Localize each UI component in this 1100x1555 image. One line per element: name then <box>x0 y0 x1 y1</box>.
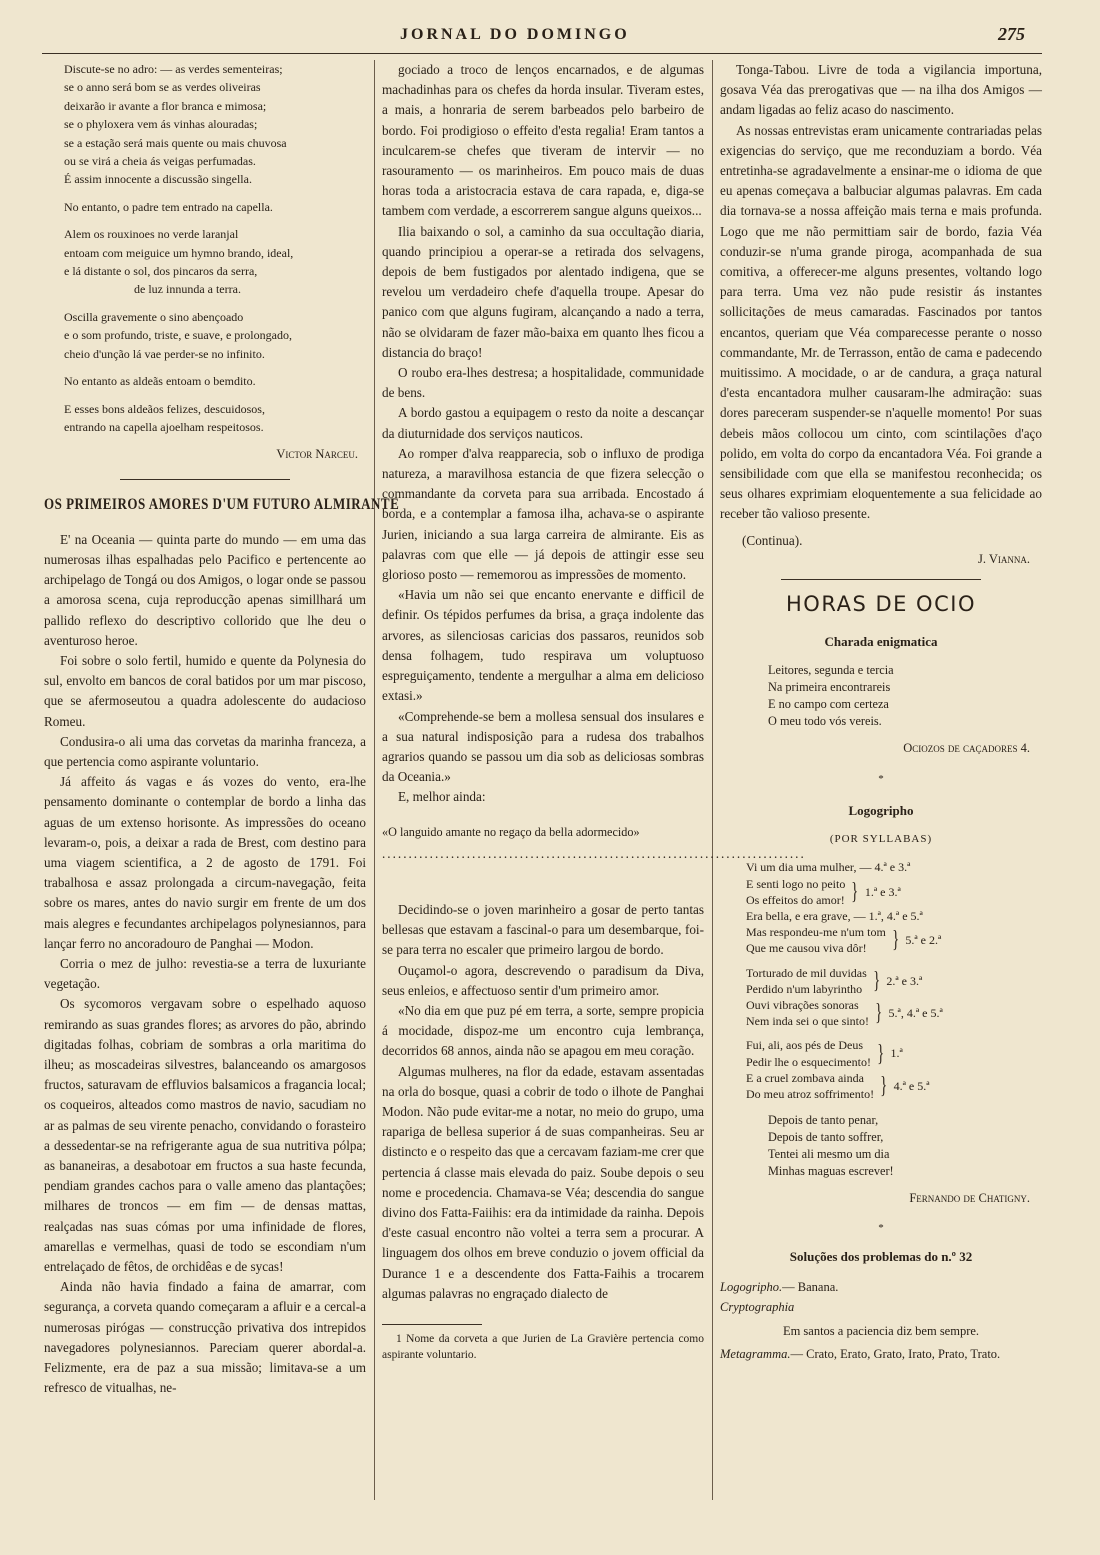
paragraph: Já affeito ás vagas e ás vozes do vento, era-lhe pensamento dominante o contemplar de bordo a linha das aguas de um extenso horisonte. As impressões do oceano levaram-o, pois, a deixar a rada de Brest, com destino para uma viagem scientifica, a 2 de agosto de 1791. Foi trabalhosa e assaz prolongada a circum-navegação, feita sobre os mares, antes do navio surgir em frente de um dos mais alegres e fecundantes archipelagos polynesiannos, para lançar ferro no ancoradouro de Panghai — Modon. <box>44 774 366 951</box>
paragraph: Ouçamol-o agora, descrevendo o paradisum da Diva, seus enleios, e affectuoso sentir d'um primeiro amor. <box>382 962 704 998</box>
brace: } <box>892 927 900 954</box>
charada-verse <box>768 662 1042 730</box>
quote: «O languido amante no regaço da bella adormecido» <box>382 824 640 839</box>
paragraph: Algumas mulheres, na flor da edade, estavam assentadas na orla do bosque, quasi a cobrir de todo o ilhote de Panghai Modon. Não pude evitar-me a notar, no meio do grupo, uma rapariga de bellesa superior á de suas companheiras. Seu ar distincto e o respeito das que a cercavam faziam-me crer que pertencia á classe mais elevada do paiz. Soube depois o seu nome e procedencia. Chamava-se Véa; descendia do sangue divino dos Fatta-Faiihis: era da intimidade da rainha. Depois d'este casual encontro não voltei a terra sem a procurar. A linguagem dos olhos em breve conduzio o jovem official da Durance 1 e a descendente dos Fatta-Faihis a trocarem algumas palavras no engraçado dialecto de <box>382 1063 704 1301</box>
verse-line: Do meu atroz soffrimento! <box>746 1086 875 1101</box>
poem-line: se o anno será bom se as verdes oliveiras <box>64 80 261 95</box>
verse-line: Leitores, segunda e tercia <box>768 663 894 678</box>
article-body <box>44 530 366 1399</box>
paragraph: E' na Oceania — quinta parte do mundo — em uma das numerosas ilhas espalhadas pelo Pacifico e pertencente ao archipelago de Tongá ou dos Amigos, o logar onde se passou a amorosa scena, cuja reproducção apenas simillhará um pallido reflexo do descriptivo collorido que lhe deu o aventuroso heroe. <box>44 531 366 648</box>
verse-line: Fui, ali, aos pés de Deus <box>746 1038 863 1053</box>
stanza-gap <box>64 299 366 308</box>
stanza-gap <box>64 391 366 400</box>
verse-line: Vi um dia uma mulher, — 4.ª e 3.ª <box>746 860 911 875</box>
stanza-gap <box>64 216 366 225</box>
verse-line: Tentei ali mesmo um dia <box>768 1147 890 1162</box>
poem-line: Alem os rouxinoes no verde laranjal <box>64 227 239 242</box>
verse-lines <box>746 1037 871 1069</box>
verse-line: Os effeitos do amor! <box>746 892 845 907</box>
verse-lines <box>746 924 886 956</box>
verse-line: Pedir lhe o esquecimento! <box>746 1054 871 1069</box>
solution-metagramma <box>720 1347 1042 1362</box>
solution-label: Logogripho. <box>720 1279 783 1294</box>
verse-group <box>746 876 1042 908</box>
brace: } <box>873 967 881 994</box>
article-title: OS PRIMEIROS AMORES D'UM FUTURO ALMIRANTE <box>44 493 400 513</box>
verse-line: Na primeira encontrareis <box>768 680 891 695</box>
poem-line: de luz innunda a terra. <box>134 282 241 297</box>
paragraph: Ainda não havia findado a faina de amarrar, com segurança, a corveta quando começaram a afluir e a cercal-a numerosas pirógas — construcção privativa dos intrepidos navegadores polynesiannos. Pareciam querer abordal-a. Felizmente, era de paz a sua missão; limitava-se a um refresco de vitualhas, ne- <box>44 1279 366 1396</box>
header-rule <box>42 53 1042 54</box>
syllable-hint: 4.ª e 5.ª <box>893 1078 930 1093</box>
logogripho-ending <box>768 1112 1042 1180</box>
verse-line: E no campo com certeza <box>768 697 889 712</box>
poem-line: E esses bons aldeãos felizes, descuidosos, <box>64 401 265 416</box>
verse-line: E senti logo no peito <box>746 876 846 891</box>
verse-group <box>746 997 1042 1029</box>
article-body <box>720 60 1042 525</box>
verse-line: Minhas maguas escrever! <box>768 1164 894 1179</box>
verse-line: Depois de tanto soffrer, <box>768 1130 884 1145</box>
poem-line: e lá distante o sol, dos pincaros da serra, <box>64 264 258 279</box>
star-divider: * <box>878 1222 884 1235</box>
poem-line: Oscilla gravemente o sino abençoado <box>64 309 244 324</box>
poem-line: e o som profundo, triste, e suave, e prolongado, <box>64 328 292 343</box>
article-signature: J. Vianna. <box>977 551 1030 566</box>
footnote-rule <box>382 1324 482 1325</box>
star-divider: * <box>878 772 884 785</box>
article-body <box>382 60 704 808</box>
verse-line: Era bella, e era grave, — 1.ª, 4.ª e 5.ª <box>746 908 923 923</box>
poem-line: É assim innocente a discussão singella. <box>64 172 252 187</box>
poem-line: se o phyloxera vem ás vinhas alouradas; <box>64 117 258 132</box>
solutions-title: Soluções dos problemas do n.º 32 <box>789 1248 973 1264</box>
solution-text: — Crato, Erato, Grato, Irato, Prato, Trato. <box>790 1346 1001 1361</box>
article-body <box>382 900 704 1304</box>
verse-group <box>746 1037 1042 1069</box>
logogripho-signature: Fernando de Chatigny. <box>909 1191 1030 1206</box>
poem-line: ou se virá a cheia ás veigas perfumadas. <box>64 154 256 169</box>
verse-group <box>746 908 1042 924</box>
logogripho-subtitle: (POR SYLLABAS) <box>829 833 933 846</box>
brace: } <box>880 1072 888 1099</box>
brace: } <box>875 1000 883 1027</box>
verse-line: Mas respondeu-me n'um tom <box>746 925 886 940</box>
paragraph: Ao romper d'alva reapparecia, sob o influxo de prodiga natureza, a maravilhosa estancia de que fizera selecção o commandante da corveta para sua arribada. Encostado á borda, e a contemplar a famosa ilha, achava-se o aspirante Jurien, iniciando a sua larga carreira de almirante. Eis as palavras com que elle — já depois de attingir esse seu glorioso posto — rememorou as impressões de momento. <box>382 445 704 583</box>
solution-text: Em santos a paciencia diz bem sempre. <box>782 1323 980 1338</box>
separator <box>781 579 981 580</box>
syllable-hint: 5.ª, 4.ª e 5.ª <box>888 1006 943 1021</box>
verse-line: E a cruel zombava ainda <box>746 1070 864 1085</box>
page-number: 275 <box>998 24 1025 44</box>
poem-line: entrando na capella ajoelham respeitosos. <box>64 419 264 434</box>
verse-line: Torturado de mil duvidas <box>746 965 867 980</box>
poem-line: se a estação será mais quente ou mais chuvosa <box>64 135 287 150</box>
separator <box>120 479 290 480</box>
column-rule <box>712 60 713 1500</box>
paragraph: A bordo gastou a equipagem o resto da noite a descançar da diuturnidade dos serviços nauticos. <box>382 405 704 441</box>
continua-note: (Continua). <box>742 532 803 548</box>
verse-lines <box>746 997 869 1029</box>
column-1 <box>44 60 400 1398</box>
masthead: JORNAL DO DOMINGO <box>400 26 630 43</box>
verse-lines <box>746 876 845 908</box>
poem-line: No entanto, o padre tem entrado na capella. <box>64 199 273 214</box>
verse-group <box>746 965 1042 997</box>
poem-line: Discute-se no adro: — as verdes sementeiras; <box>64 62 283 76</box>
solution-text: — Banana. <box>782 1279 839 1294</box>
paragraph: As nossas entrevistas eram unicamente contrariadas pelas exigencias do serviço, que me reconduziam a bordo. Véa entretinha-se agradavelmente a ensinar-me o idioma de que eu apenas começava a balbuciar algumas palavras. Em cada dia tornava-se a nossa affeição mais terna e mais profunda. Logo que me não permittiam sair de bordo, fazia Véa conduzir-se n'uma grande piroga, acompanhada de sua comitiva, a offerecer-me alguns presentes, voltando logo para terra. Uma vez não pude resistir ás instantes sollicitações de meus camaradas. Fascinados por tantos encantos, queriam que Véa comparecesse perante o nosso commandante, Mr. de Terrasson, então de cama e padecendo muitissimo. A mocidade, o ar de candura, a graça natural d'esta encantadora mulher causaram-lhe admiração: suas dores pareceram suspender-se n'aquelle momento! Por suas debeis mãos collocou um cinto, com scintilações d'aço polido, em volta do corpo da encantadora Véa. Foi grande a sensibilidade com que ella se manifestou reconhecida; os seus olhares exprimiam eloquentemente a sua felicidade ao receber tão valioso presente. <box>720 122 1042 522</box>
column-rule <box>374 60 375 1500</box>
solution-label: Metagramma. <box>720 1346 791 1361</box>
logogripho-title: Logogripho <box>848 802 914 818</box>
verse-line: Depois de tanto penar, <box>768 1113 879 1128</box>
solution-logogripho <box>720 1277 1042 1297</box>
paragraph: Foi sobre o solo fertil, humido e quente da Polynesia do sul, envolto em bancos de coral batidos por um mar piscoso, que se afermoseutou a quadra adolescente do audacioso Romeu. <box>44 652 366 729</box>
paragraph: Ilia baixando o sol, a caminho da sua occultação diaria, quando principiou a operar-se a retirada dos selvagens, depois de bem fustigados por alentado indigena, que se revelou um verdadeiro chefe d'aquella troupe. Apesar do panico com que alguns fugiram, alcançando a nado a terra, não se olvidaram de fazer mão-baixa em quanto lhes ficou a distancia do braço! <box>382 223 704 360</box>
syllable-hint: 1.ª e 3.ª <box>864 884 901 899</box>
verse-line: Perdido n'um labyrintho <box>746 981 863 996</box>
stanza-gap <box>64 363 366 372</box>
stanza-gap <box>64 189 366 198</box>
section-title: HORAS DE OCIO <box>786 592 976 617</box>
paragraph: «Havia um não sei que encanto enervante e difficil de definir. Os tépidos perfumes da brisa, a graça indolente das arvores, as silenciosas caricias dos passaros, reunidos sob densa folhagem, tudo respirava um voluptuoso espreguiçamento, tendente a mergulhar a alma em delicioso extasi.» <box>382 587 704 704</box>
solution-label: Cryptographia <box>720 1299 795 1314</box>
syllable-hint: 5.ª e 2.ª <box>905 933 942 948</box>
paragraph: gociado a troco de lenços encarnados, e de algumas machadinhas para os chefes da horda insular. Tiveram estes, a mais, a honraria de serem barbeados pelo barbeiro de bordo. Foi prodigioso o effeito d'esta regalia! Eram tantos a inculcarem-se chefes que tiveram de intervir — no rasouramento — os marinheiros. Em pouco mais de duas horas toda a aristocracia estava de cara rapada, e, diga-se tambem com verdade, a escorrerem sangue alguns queixos... <box>382 62 704 219</box>
poem <box>64 60 366 436</box>
paragraph: Os sycomoros vergavam sobre o espelhado aquoso remirando as suas grandes flores; as arvores do pão, abrindo digitadas folhas, cobriam de sombras a orla maritima do ilheu; as moscadeiras silvestres, balanceando os amargosos fructos, saturavam de effluvios balsamicos a fragancia local; os coqueiros, alteados como mastros de navio, sacudiam no ar as palmas de seu virente penacho, convidando o forasteiro a dessedentar-se na refrigerante agua de sua nutritiva pólpa; as bananeiras, a desabotoar em fructos a sua haste fecunda, pendiam grandes cachos para o valle ameno das plantações; milhares de troncos — em fim — de densas mattas, realçadas nas suas cómas por uma infinidade de flores, amarellas e vermelhas, quasi de todo se escondiam n'um entrelaçado de fêtos, de orchidêas e de sycas! <box>44 996 366 1275</box>
footnote: 1 Nome da corveta a que Jurien de La Gravière pertencia como aspirante voluntario. <box>382 1332 704 1361</box>
ellipsis-line: ................................................................................ <box>382 845 806 861</box>
poem-line: deixarão ir avante a flor branca e mimosa; <box>64 98 267 113</box>
stanza-gap <box>746 957 1042 965</box>
syllable-hint: 1.ª <box>890 1046 903 1061</box>
paragraph: E, melhor ainda: <box>398 789 486 805</box>
verse-line: Ouvi vibrações sonoras <box>746 997 859 1012</box>
poem-signature: Victor Narceu. <box>276 447 358 462</box>
brace: } <box>851 878 859 905</box>
verse-lines <box>746 1070 874 1102</box>
charada-title: Charada enigmatica <box>824 634 938 650</box>
column-3 <box>720 60 1042 1362</box>
poem-line: No entanto as aldeãs entoam o bemdito. <box>64 374 256 389</box>
solution-cryptographia <box>720 1297 1042 1317</box>
page-header <box>0 22 1100 52</box>
poem-line: entoam com meiguice um hymno brando, ideal, <box>64 245 294 260</box>
verse-lines <box>746 965 867 997</box>
verse-line: O meu todo vós vereis. <box>768 714 882 729</box>
paragraph: «No dia em que puz pé em terra, a sorte, sempre propicia á mocidade, dispoz-me um encontro cuja lembrança, decorridos 68 annos, ainda não se apagou em meu coração. <box>382 1002 704 1059</box>
logogripho-verse <box>746 859 1042 1102</box>
verse-group <box>746 1070 1042 1102</box>
verse-line: Que me causou viva dôr! <box>746 941 867 956</box>
verse-lines <box>746 908 923 924</box>
paragraph: O roubo era-lhes destresa; a hospitalidade, communidade de bens. <box>382 365 704 401</box>
verse-group <box>746 859 1042 875</box>
brace: } <box>877 1040 885 1067</box>
paragraph: Tonga-Tabou. Livre de toda a vigilancia importuna, gosava Véa das prerogativas que — na ilha dos Amigos — andam ligadas ao feliz acaso do nascimento. <box>720 62 1042 118</box>
verse-group <box>746 924 1042 956</box>
paragraph: Condusira-o ali uma das corvetas da marinha franceza, a que pertencia como aspirante voluntario. <box>44 733 366 769</box>
verse-line: Nem inda sei o que sinto! <box>746 1014 869 1029</box>
paragraph: «Comprehende-se bem a mollesa sensual dos insulares e a sua natural indisposição para a rudesa dos trabalhos agrarios quando se passou um dia sob as deliciosas sombras da Oceania.» <box>382 708 704 785</box>
paragraph: Decidindo-se o joven marinheiro a gosar de perto tantas bellesas que estavam a fascinal-o para um desembarque, foi-se para terra no escaler que primeiro largou de bordo. <box>382 901 704 958</box>
poem-line: cheio d'unção lá vae perder-se no infinito. <box>64 346 265 361</box>
charada-signature: Ociozos de caçadores 4. <box>903 741 1030 756</box>
paragraph: Corria o mez de julho: revestia-se a terra de luxuriante vegetação. <box>44 955 366 992</box>
syllable-hint: 2.ª e 3.ª <box>886 973 923 988</box>
verse-lines <box>746 859 910 875</box>
stanza-gap <box>746 1029 1042 1037</box>
